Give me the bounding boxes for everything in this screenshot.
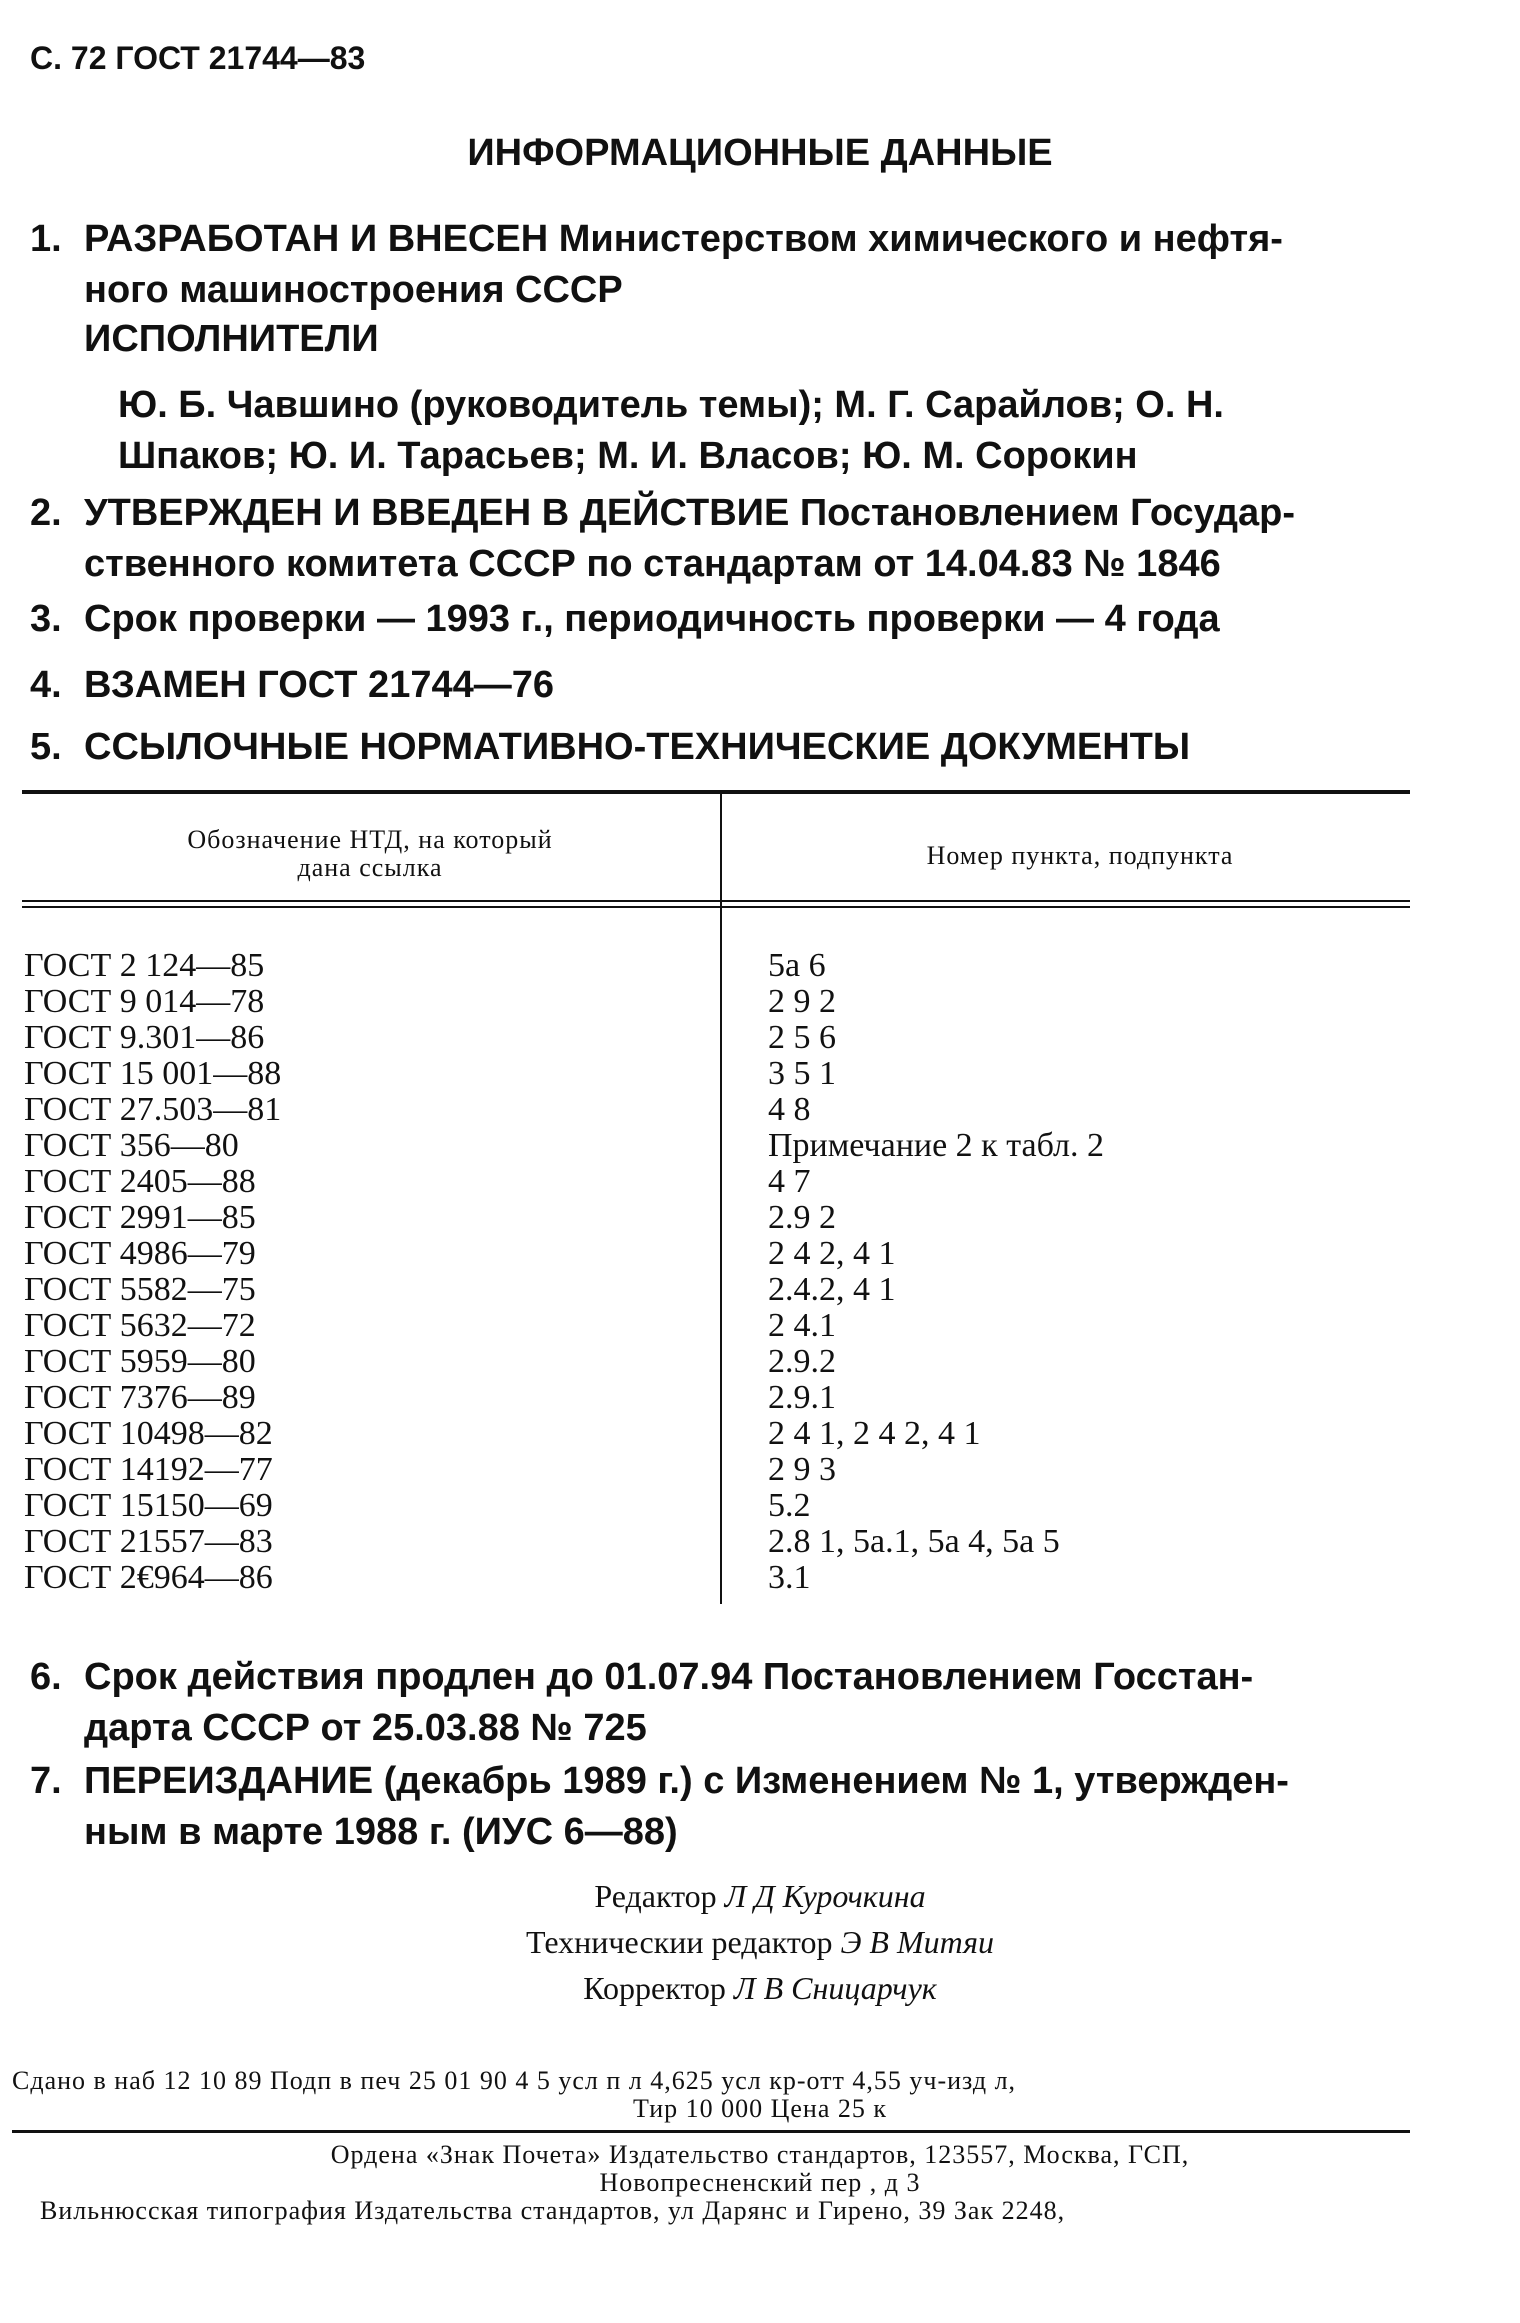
page-title: ИНФОРМАЦИОННЫЕ ДАННЫЕ	[467, 132, 1053, 174]
table-cell-item: 4 7	[768, 1163, 811, 1200]
table-cell-item: 2.8 1, 5а.1, 5а 4, 5а 5	[768, 1523, 1060, 1560]
section-7-line-2: ным в марте 1988 г. (ИУС 6—88)	[84, 1811, 678, 1853]
section-7-line-1: ПЕРЕИЗДАНИЕ (декабрь 1989 г.) с Изменением № 1, утвержден-	[84, 1760, 1289, 1802]
table-cell-item: 5а 6	[768, 947, 826, 984]
imprint-line-1: Сдано в наб 12 10 89 Подп в печ 25 01 90 4 5 усл п л 4,625 усл кр-отт 4,55 уч-изд л,	[12, 2066, 1017, 2095]
section-6	[30, 1652, 1410, 1754]
table-cell-document: ГОСТ 4986—79	[24, 1235, 256, 1272]
imprint-line-3: Ордена «Знак Почета» Издательство стандартов, 123557, Москва, ГСП,	[330, 2140, 1190, 2169]
imprint-line-4: Новопресненский пер , д 3	[599, 2168, 921, 2197]
table-cell-document: ГОСТ 15 001—88	[24, 1055, 282, 1092]
table-cell-item: 2 4 1, 2 4 2, 4 1	[768, 1415, 981, 1452]
tech-editor-credit: Техническии редактор Э В Митяи	[526, 1924, 994, 1960]
section-number: 7.	[30, 1760, 62, 1802]
section-number: 1.	[30, 218, 62, 260]
table-cell-document: ГОСТ 5959—80	[24, 1343, 256, 1380]
table-cell-document: ГОСТ 9.301—86	[24, 1019, 265, 1056]
table-cell-document: ГОСТ 15150—69	[24, 1487, 273, 1524]
section-3	[30, 594, 1410, 645]
table-cell-document: ГОСТ 2€964—86	[24, 1559, 273, 1596]
table-column-items	[768, 948, 1104, 1596]
table-cell-item: 5.2	[768, 1487, 811, 1524]
performers-heading: ИСПОЛНИТЕЛИ	[84, 318, 379, 360]
table-cell-document: ГОСТ 5632—72	[24, 1307, 256, 1344]
section-1-line-1: РАЗРАБОТАН И ВНЕСЕН Министерством химического и нефтя-	[84, 218, 1283, 260]
performers-line-1: Ю. Б. Чавшино (руководитель темы); М. Г. Сарайлов; О. Н.	[118, 384, 1224, 426]
corrector-credit: Корректор Л В Сницарчук	[583, 1970, 937, 2006]
table-header-rule	[22, 906, 1410, 908]
performers-list	[118, 380, 1410, 482]
table-top-rule	[22, 790, 1410, 794]
section-2-line-1: УТВЕРЖДЕН И ВВЕДЕН В ДЕЙСТВИЕ Постановлением Государ-	[84, 492, 1295, 534]
table-cell-document: ГОСТ 10498—82	[24, 1415, 273, 1452]
table-cell-item: 2.4.2, 4 1	[768, 1271, 896, 1308]
table-cell-item: 2 4 2, 4 1	[768, 1235, 896, 1272]
section-1-line-2: ного машиностроения СССР	[84, 269, 623, 311]
table-column-divider	[720, 794, 722, 1604]
page-header: С. 72 ГОСТ 21744—83	[30, 40, 366, 76]
section-number: 4.	[30, 664, 62, 706]
table-header-designation: Обозначение НТД, на который дана ссылка	[187, 825, 553, 882]
section-7	[30, 1756, 1410, 1858]
table-cell-document: ГОСТ 2991—85	[24, 1199, 256, 1236]
table-cell-item: 2 4.1	[768, 1307, 836, 1344]
section-number: 5.	[30, 726, 62, 768]
table-cell-item: 4 8	[768, 1091, 811, 1128]
section-2-line-2: ственного комитета СССР по стандартам от 14.04.83 № 1846	[84, 543, 1221, 585]
table-cell-item: 2 9 3	[768, 1451, 836, 1488]
table-cell-document: ГОСТ 9 014—78	[24, 983, 265, 1020]
table-cell-document: ГОСТ 356—80	[24, 1127, 239, 1164]
table-cell-document: ГОСТ 2 124—85	[24, 947, 265, 984]
section-4-text: ВЗАМЕН ГОСТ 21744—76	[84, 664, 554, 706]
table-column-documents	[24, 948, 281, 1596]
table-cell-document: ГОСТ 14192—77	[24, 1451, 273, 1488]
table-cell-item: 3 5 1	[768, 1055, 836, 1092]
section-5-text: ССЫЛОЧНЫЕ НОРМАТИВНО-ТЕХНИЧЕСКИЕ ДОКУМЕНТЫ	[84, 726, 1191, 768]
table-cell-document: ГОСТ 27.503—81	[24, 1091, 282, 1128]
section-number: 3.	[30, 598, 62, 640]
table-cell-item: 2 5 6	[768, 1019, 836, 1056]
table-cell-document: ГОСТ 7376—89	[24, 1379, 256, 1416]
table-cell-item: Примечание 2 к табл. 2	[768, 1127, 1104, 1164]
section-1	[30, 214, 1410, 316]
table-cell-item: 2.9 2	[768, 1199, 836, 1236]
table-cell-item: 3.1	[768, 1559, 811, 1596]
editor-credit: Редактор Л Д Курочкина	[594, 1878, 926, 1914]
table-cell-item: 2.9.2	[768, 1343, 836, 1380]
table-cell-item: 2 9 2	[768, 983, 836, 1020]
section-2	[30, 488, 1410, 590]
table-header-item-number: Номер пункта, подпункта	[926, 841, 1234, 870]
table-cell-document: ГОСТ 2405—88	[24, 1163, 256, 1200]
imprint-rule	[12, 2130, 1410, 2133]
section-number: 6.	[30, 1656, 62, 1698]
section-5	[30, 722, 1410, 773]
section-number: 2.	[30, 492, 62, 534]
section-6-line-2: дарта СССР от 25.03.88 № 725	[84, 1707, 647, 1749]
imprint-line-5: Вильнюсская типография Издательства стандартов, ул Дарянс и Гирено, 39 Зак 2248,	[40, 2196, 1066, 2225]
table-header-rule	[22, 900, 1410, 902]
table-cell-document: ГОСТ 5582—75	[24, 1271, 256, 1308]
imprint-line-2: Тир 10 000 Цена 25 к	[632, 2094, 888, 2123]
section-4	[30, 660, 1410, 711]
table-cell-item: 2.9.1	[768, 1379, 836, 1416]
section-6-line-1: Срок действия продлен до 01.07.94 Постановлением Госстан-	[84, 1656, 1254, 1698]
performers-line-2: Шпаков; Ю. И. Тарасьев; М. И. Власов; Ю. М. Сорокин	[118, 435, 1138, 477]
table-cell-document: ГОСТ 21557—83	[24, 1523, 273, 1560]
section-3-text: Срок проверки — 1993 г., периодичность проверки — 4 года	[84, 598, 1220, 640]
